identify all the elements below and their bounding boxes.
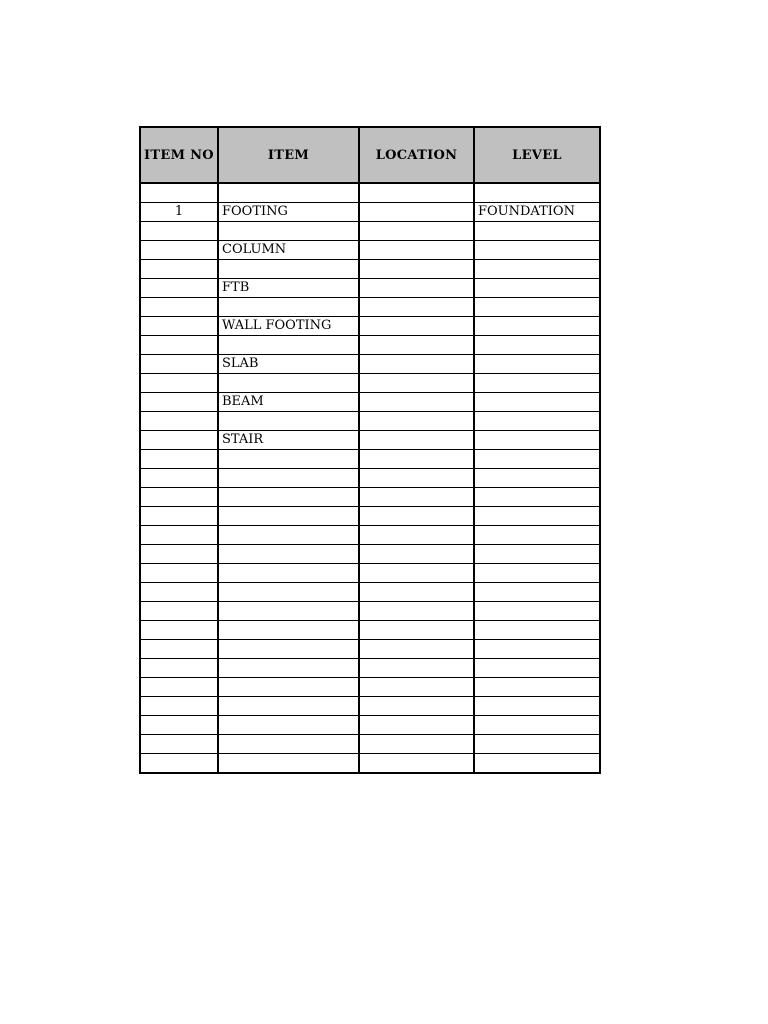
cell-level [474,697,600,716]
cell-location [359,336,474,355]
table-row [140,526,600,545]
cell-location [359,412,474,431]
cell-level [474,469,600,488]
cell-item: FTB [218,279,359,298]
cell-location [359,431,474,450]
header-location: LOCATION [359,127,474,183]
cell-item [218,659,359,678]
cell-level [474,659,600,678]
table-row [140,222,600,241]
cell-item-no [140,298,218,317]
cell-item-no [140,659,218,678]
cell-level [474,754,600,774]
cell-item: STAIR [218,431,359,450]
cell-item-no [140,260,218,279]
cell-level [474,355,600,374]
cell-location [359,735,474,754]
item-schedule-table [139,126,601,774]
cell-item [218,374,359,393]
cell-level: FOUNDATION [474,203,600,222]
cell-location [359,583,474,602]
cell-item: WALL FOOTING [218,317,359,336]
cell-location [359,697,474,716]
table-row [140,298,600,317]
table-row [140,355,600,374]
cell-location [359,716,474,735]
cell-item-no [140,183,218,203]
cell-item-no [140,697,218,716]
header-item-no: ITEM NO [140,127,218,183]
cell-item-no [140,431,218,450]
cell-item [218,488,359,507]
cell-level [474,260,600,279]
cell-location [359,393,474,412]
cell-level [474,336,600,355]
cell-item-no [140,241,218,260]
table-row [140,279,600,298]
header-level: LEVEL [474,127,600,183]
cell-level [474,241,600,260]
cell-item-no [140,735,218,754]
cell-location [359,659,474,678]
cell-item-no [140,564,218,583]
cell-item-no [140,393,218,412]
cell-item: SLAB [218,355,359,374]
table-row [140,564,600,583]
cell-item-no [140,526,218,545]
cell-level [474,488,600,507]
cell-item-no [140,469,218,488]
table-row [140,735,600,754]
cell-level [474,621,600,640]
cell-item-no [140,355,218,374]
cell-item [218,222,359,241]
table-row [140,754,600,774]
header-row [140,127,600,183]
table-row [140,183,600,203]
cell-item-no [140,602,218,621]
cell-location [359,241,474,260]
cell-item [218,526,359,545]
cell-item-no [140,621,218,640]
cell-level [474,678,600,697]
cell-level [474,183,600,203]
cell-item [218,583,359,602]
cell-item: COLUMN [218,241,359,260]
cell-level [474,279,600,298]
cell-item: BEAM [218,393,359,412]
table-row [140,507,600,526]
cell-location [359,260,474,279]
cell-item-no [140,754,218,774]
cell-item [218,412,359,431]
cell-item-no [140,583,218,602]
cell-item-no [140,412,218,431]
cell-item [218,602,359,621]
cell-location [359,222,474,241]
cell-item-no [140,317,218,336]
cell-level [474,222,600,241]
cell-item-no [140,640,218,659]
cell-location [359,678,474,697]
cell-level [474,374,600,393]
cell-level [474,298,600,317]
cell-item [218,754,359,774]
cell-level [474,640,600,659]
cell-level [474,583,600,602]
cell-item [218,735,359,754]
table-row [140,260,600,279]
table-row [140,602,600,621]
cell-location [359,355,474,374]
cell-item-no [140,279,218,298]
cell-location [359,317,474,336]
cell-item [218,469,359,488]
cell-item [218,716,359,735]
cell-level [474,393,600,412]
cell-location [359,621,474,640]
table-row [140,716,600,735]
cell-location [359,203,474,222]
cell-item: FOOTING [218,203,359,222]
cell-location [359,374,474,393]
cell-location [359,754,474,774]
table-row [140,697,600,716]
cell-item [218,640,359,659]
table-body [140,183,600,773]
cell-item-no [140,488,218,507]
table-row [140,621,600,640]
cell-location [359,450,474,469]
cell-location [359,640,474,659]
table-row [140,640,600,659]
cell-level [474,526,600,545]
table-header [140,127,600,183]
cell-level [474,431,600,450]
cell-location [359,488,474,507]
cell-location [359,564,474,583]
table-row [140,374,600,393]
table-row [140,488,600,507]
cell-level [474,412,600,431]
table-row [140,659,600,678]
cell-item [218,298,359,317]
table-row [140,203,600,222]
table-row [140,393,600,412]
cell-level [474,317,600,336]
cell-item [218,564,359,583]
cell-level [474,545,600,564]
cell-item-no [140,336,218,355]
cell-item-no [140,222,218,241]
cell-item-no [140,374,218,393]
cell-item [218,621,359,640]
cell-item [218,545,359,564]
table-row [140,545,600,564]
cell-location [359,602,474,621]
cell-location [359,545,474,564]
cell-location [359,298,474,317]
cell-item-no [140,716,218,735]
table-row [140,317,600,336]
table-row [140,583,600,602]
cell-item-no [140,507,218,526]
cell-item [218,260,359,279]
cell-level [474,735,600,754]
cell-item [218,183,359,203]
table-row [140,678,600,697]
cell-item-no [140,450,218,469]
cell-item [218,507,359,526]
cell-location [359,279,474,298]
cell-level [474,602,600,621]
cell-location [359,526,474,545]
table-row [140,469,600,488]
cell-location [359,507,474,526]
cell-item [218,450,359,469]
table-row [140,431,600,450]
cell-level [474,564,600,583]
table-row [140,450,600,469]
table-row [140,241,600,260]
cell-location [359,183,474,203]
cell-item [218,336,359,355]
cell-item-no [140,545,218,564]
table-row [140,336,600,355]
cell-item-no: 1 [140,203,218,222]
cell-item [218,678,359,697]
cell-level [474,507,600,526]
cell-level [474,450,600,469]
header-item: ITEM [218,127,359,183]
cell-item [218,697,359,716]
table-row [140,412,600,431]
cell-location [359,469,474,488]
cell-item-no [140,678,218,697]
cell-level [474,716,600,735]
